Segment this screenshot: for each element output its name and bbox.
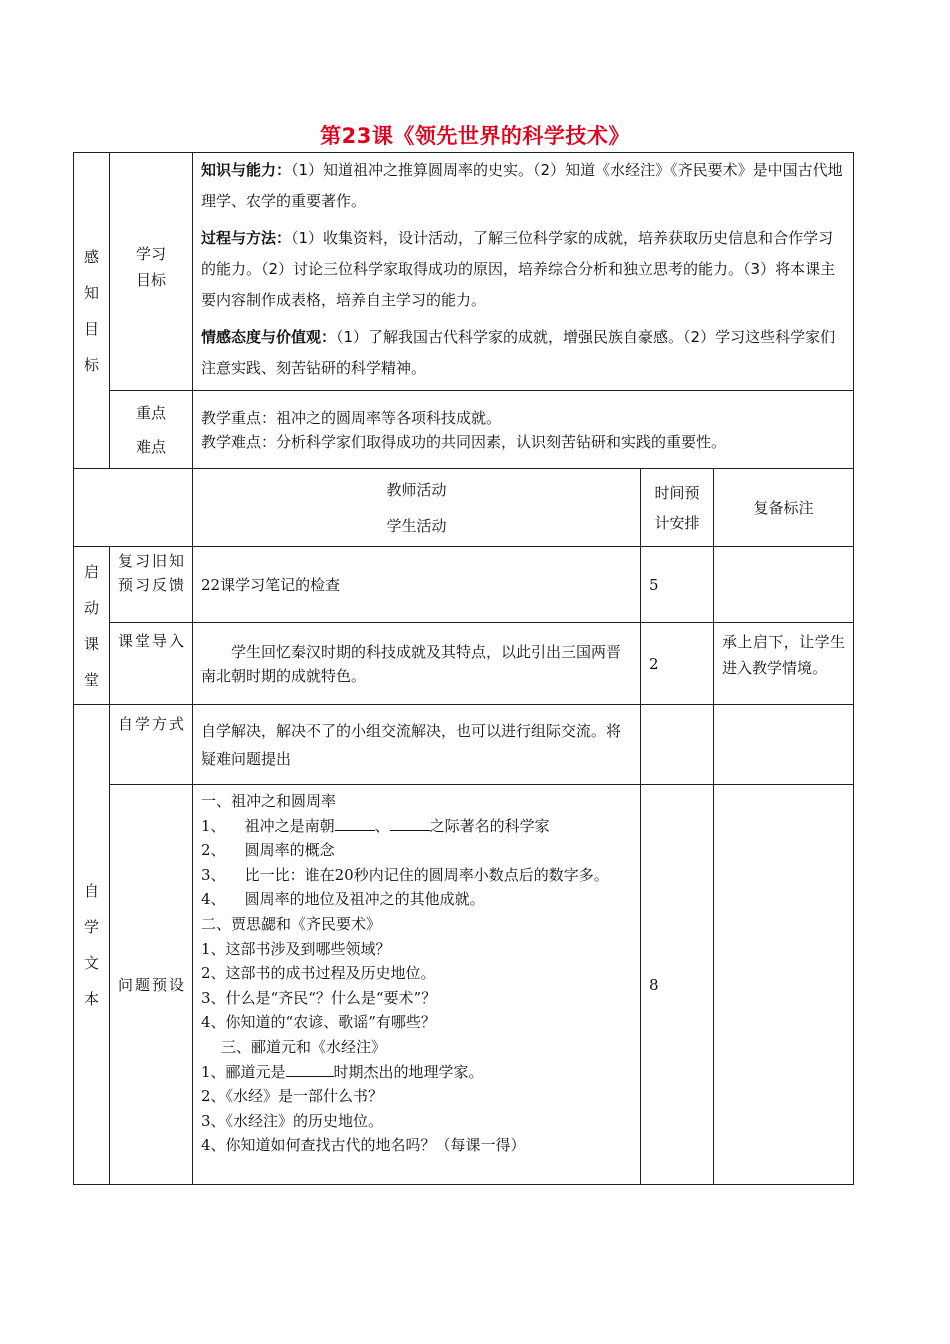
time-header-1: 时间预 <box>654 483 700 502</box>
review-label: 复习旧知预习反馈 <box>110 547 193 623</box>
objectives-label-2: 目标 <box>135 270 166 289</box>
section-3-question-3: 3、《水经注》的历史地位。 <box>201 1111 384 1130</box>
method-note <box>714 705 854 785</box>
activity-header <box>193 469 641 547</box>
section-3-question-2: 2、《水经》是一部什么书？ <box>201 1087 384 1106</box>
perception-label-cell <box>74 153 110 469</box>
knowledge-heading: 知识与能力： <box>201 161 292 179</box>
teaching-difficulty: 教学难点：分析科学家们取得成功的共同因素，认识刻苦钻研和实践的重要性。 <box>201 432 727 451</box>
teacher-activity-header: 教师活动 <box>386 480 447 499</box>
section-2-question-1: 1、这部书涉及到哪些领域？ <box>201 939 391 958</box>
answer-blank[interactable] <box>286 1060 334 1077</box>
review-time: 5 <box>641 547 714 623</box>
questions-content <box>193 785 641 1185</box>
method-content: 自学解决，解决不了的小组交流解决，也可以进行组际交流。将疑难问题提出 <box>193 705 641 785</box>
teaching-focus: 教学重点：祖冲之的圆周率等各项科技成就。 <box>201 408 502 427</box>
intro-label: 课堂导入 <box>110 623 193 705</box>
keypoints-content <box>193 391 854 469</box>
section-2-question-2: 2、这部书的成书过程及历史地位。 <box>201 964 436 983</box>
section-1-question-4: 4、 圆周率的地位及祖冲之的其他成就。 <box>201 890 485 909</box>
section-1-title: 一、祖冲之和圆周率 <box>201 792 337 810</box>
process-text: （1）收集资料，设计活动，了解三位科学家的成就，培养获取历史信息和合作学习的能力。（2）讨论三位科学家取得成功的原因，培养综合分析和独立思考的能力。（3）将本课主要内容制作成表格，培养自主学习的能力。 <box>201 229 836 309</box>
time-header <box>641 469 714 547</box>
method-label: 自学方式 <box>110 705 193 785</box>
s1q1-separator: 、 <box>374 816 390 835</box>
start-label-cell <box>74 547 110 705</box>
answer-blank[interactable] <box>335 814 375 831</box>
knowledge-text: （1）知道祖冲之推算圆周率的史实。（2）知道《水经注》《齐民要术》是中国古代地理学、农学的重要著作。 <box>201 161 843 210</box>
section-2-question-4: 4、你知道的“农谚、歌谣”有哪些？ <box>201 1013 436 1032</box>
section-3-question-4: 4、你知道如何查找古代的地名吗？（每课一得） <box>201 1136 526 1155</box>
emotion-text: （1）了解我国古代科学家的成就，增强民族自豪感。（2）学习这些科学家们注意实践、刻苦钻研的科学精神。 <box>201 328 836 377</box>
section-1-question-3: 3、 比一比：谁在20秒内记住的圆周率小数点后的数字多。 <box>201 865 609 884</box>
intro-content: 学生回忆秦汉时期的科技成就及其特点，以此引出三国两晋南北朝时期的成就特色。 <box>193 623 641 705</box>
objectives-label-cell <box>110 153 193 391</box>
emotion-objective <box>201 322 845 384</box>
intro-time: 2 <box>641 623 714 705</box>
time-header-2: 计安排 <box>654 513 700 532</box>
review-note <box>714 547 854 623</box>
notes-header: 复备标注 <box>714 469 854 547</box>
header-blank-cell <box>74 469 193 547</box>
section-1-question-2: 2、 圆周率的概念 <box>201 841 335 860</box>
page-title: 第23课《领先世界的科学技术》 <box>320 124 630 148</box>
section-1-question-1 <box>201 814 632 839</box>
emotion-heading: 情感态度与价值观： <box>201 328 337 346</box>
review-content: 22课学习笔记的检查 <box>193 547 641 623</box>
process-objective <box>201 223 845 316</box>
questions-label: 问题预设 <box>110 785 193 1185</box>
section-2-title: 二、贾思勰和《齐民要术》 <box>201 914 382 933</box>
s1q1-prefix: 1、 祖冲之是南朝 <box>201 816 335 835</box>
lesson-plan-table <box>73 152 854 1185</box>
questions-time: 8 <box>641 785 714 1185</box>
process-heading: 过程与方法： <box>201 229 292 247</box>
section-3-title: 三、郦道元和《水经注》 <box>221 1037 387 1056</box>
student-activity-header: 学生活动 <box>386 516 447 535</box>
s1q1-suffix: 之际著名的科学家 <box>429 816 550 835</box>
intro-note: 承上启下，让学生进入教学情境。 <box>714 623 854 705</box>
answer-blank[interactable] <box>390 814 430 831</box>
selfstudy-label: 自学文本 <box>83 881 99 1008</box>
s3q1-suffix: 时期杰出的地理学家。 <box>333 1062 484 1081</box>
objectives-content <box>193 153 854 391</box>
perception-label: 感知目标 <box>83 247 99 374</box>
method-time <box>641 705 714 785</box>
knowledge-objective <box>201 155 845 217</box>
s3q1-prefix: 1、郦道元是 <box>201 1062 286 1081</box>
keypoints-label-cell <box>110 391 193 469</box>
keypoints-label-2: 难点 <box>135 437 166 456</box>
objectives-label-1: 学习 <box>135 244 166 263</box>
questions-note <box>714 785 854 1185</box>
section-2-question-3: 3、什么是“齐民“？什么是“要术”？ <box>201 988 437 1007</box>
keypoints-label-1: 重点 <box>135 403 166 422</box>
section-3-question-1 <box>201 1060 632 1085</box>
start-label: 启动课堂 <box>83 562 99 689</box>
selfstudy-label-cell <box>74 705 110 1185</box>
